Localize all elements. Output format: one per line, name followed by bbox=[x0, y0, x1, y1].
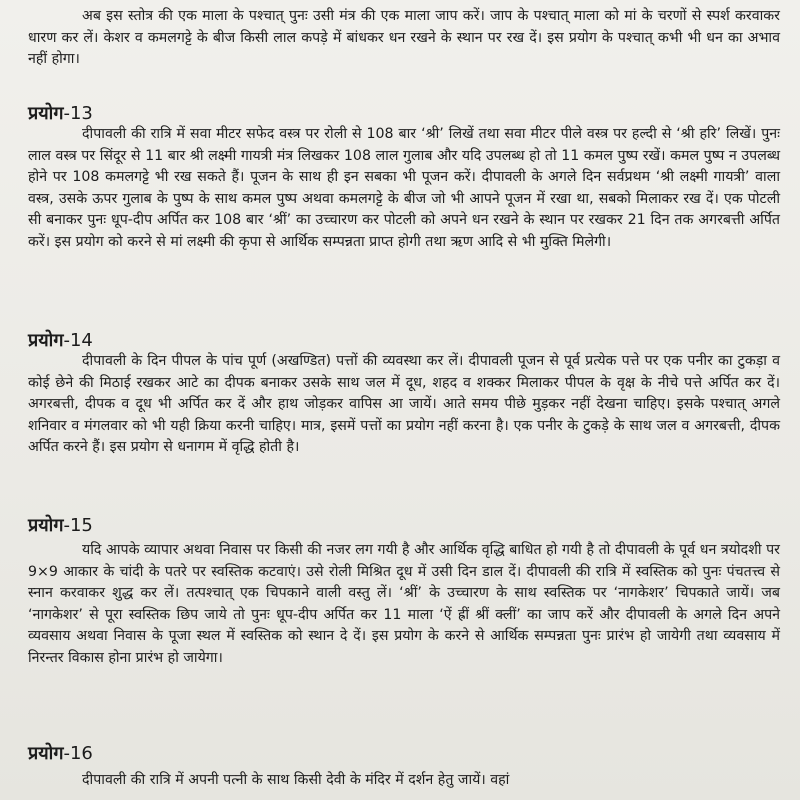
section-paragraph-16: दीपावली की रात्रि में अपनी पत्नी के साथ किसी देवी के मंदिर में दर्शन हेतु जायें। वहां bbox=[82, 772, 510, 788]
intro-paragraph: अब इस स्तोत्र की एक माला के पश्चात् पुनः उसी मंत्र की एक माला जाप करें। जाप के पश्चात् माला को मां के चरणों से स्पर्श करवाकर धारण कर लें। केशर व कमलगट्टे के बीज किसी लाल कपड़े में बांधकर धन रखने के स्थान पर रख दें। इस प्रयोग के पश्चात् कभी भी धन का अभाव नहीं होगा। bbox=[28, 8, 780, 68]
heading-word: प्रयोग bbox=[28, 103, 64, 124]
section-paragraph-13: दीपावली की रात्रि में सवा मीटर सफेद वस्त्र पर रोली से 108 बार ‘श्री’ लिखें तथा सवा मीटर पीले वस्त्र पर हल्दी से ‘श्री हरि’ लिखें। पुनः लाल वस्त्र पर सिंदूर से 11 बार श्री लक्ष्मी गायत्री मंत्र लिखकर 108 लाल गुलाब और यदि उपलब्ध हो तो 11 कमल पुष्प रखें। कमल पुष्प न उपलब्ध होने पर 108 कमलगट्टे भी रख सकते हैं। पूजन के साथ ही इन सबका भी पूजन करें। दीपावली के अगले दिन सर्वप्रथम ‘श्री लक्ष्मी गायत्री’ वाला वस्त्र, उसके ऊपर गुलाब के पुष्प के साथ कमल पुष्प अथवा कमलगट्टे के बीज जो भी आपने पूजन में रखा था, सबको मिलाकर रख दें। एक पोटली सी बनाकर पुनः धूप-दीप अर्पित कर 108 बार ‘श्रीं’ का उच्चारण कर पोटली को अपने धन रखने के स्थान पर रखकर 21 दिन तक अगरबत्ती अर्पित करें। इस प्रयोग को करने से मां लक्ष्मी की कृपा से आर्थिक सम्पन्नता प्राप्त होगी तथा ऋण आदि से भी मुक्ति मिलेगी। bbox=[28, 126, 780, 250]
section-paragraph-14: दीपावली के दिन पीपल के पांच पूर्ण (अखण्डित) पत्तों की व्यवस्था कर लें। दीपावली पूजन से पूर्व प्रत्येक पत्ते पर एक पनीर का टुकड़ा व कोई छेने की मिठाई रखकर आटे का दीपक बनाकर उसके साथ जल में दूध, शहद व शक्कर मिलाकर पीपल के वृक्ष के नीचे पत्ते अर्पित कर दें। अगरबत्ती, दीपक व दूध भी अर्पित कर दें और हाथ जोड़कर वापिस आ जायें। आते समय पीछे मुड़कर नहीं देखना चाहिए। इसके पश्चात् अगले शनिवार व मंगलवार को भी यही क्रिया करनी चाहिए। मात्र, इसमें पत्तों का प्रयोग नहीं करना है। एक पनीर के टुकड़े के साथ जल व अगरबत्ती, दीपक अर्पित करने हैं। इस प्रयोग से धनागम में वृद्धि होती है। bbox=[28, 353, 780, 456]
section-paragraph-15: यदि आपके व्यापार अथवा निवास पर किसी की नजर लग गयी है और आर्थिक वृद्धि बाधित हो गयी है तो दीपावली के पूर्व धन त्रयोदशी पर 9×9 आकार के चांदी के पतरे पर स्वस्तिक कटवाएं। उसे रोली मिश्रित दूध में उसी दिन डाल दें। दीपावली की रात्रि में स्वस्तिक को पुनः पंचतत्त्व से स्नान करवाकर शुद्ध कर लें। तत्पश्चात् एक चिपकाने वाली वस्तु लें। ‘श्रीं’ के उच्चारण के साथ स्वस्तिक पर ‘नागकेशर’ चिपकाते जायें। जब ‘नागकेशर’ से पूरा स्वस्तिक छिप जाये तो पुनः धूप-दीप अर्पित कर 11 माला ‘ऐं ह्रीं श्रीं क्लीं’ का जाप करें और दीपावली के अगले दिन अपने व्यवसाय अथवा निवास के पूजा स्थल में स्वस्तिक को स्थान दे दें। इस प्रयोग के करने से आर्थिक सम्पन्नता पुनः प्रारंभ हो जायेगी तथा व्यवसाय में निरन्तर विकास होना प्रारंभ हो जायेगा। bbox=[28, 542, 780, 666]
section-heading-14 bbox=[28, 330, 93, 352]
heading-number: -15 bbox=[63, 515, 93, 536]
heading-word: प्रयोग bbox=[28, 515, 64, 536]
section-heading-16 bbox=[28, 743, 93, 765]
heading-word: प्रयोग bbox=[28, 743, 64, 764]
heading-word: प्रयोग bbox=[28, 330, 64, 351]
heading-number: -16 bbox=[63, 743, 93, 764]
heading-number: -14 bbox=[63, 330, 93, 351]
heading-number: -13 bbox=[63, 103, 93, 124]
section-heading-15 bbox=[28, 515, 93, 537]
section-heading-13 bbox=[28, 103, 93, 125]
